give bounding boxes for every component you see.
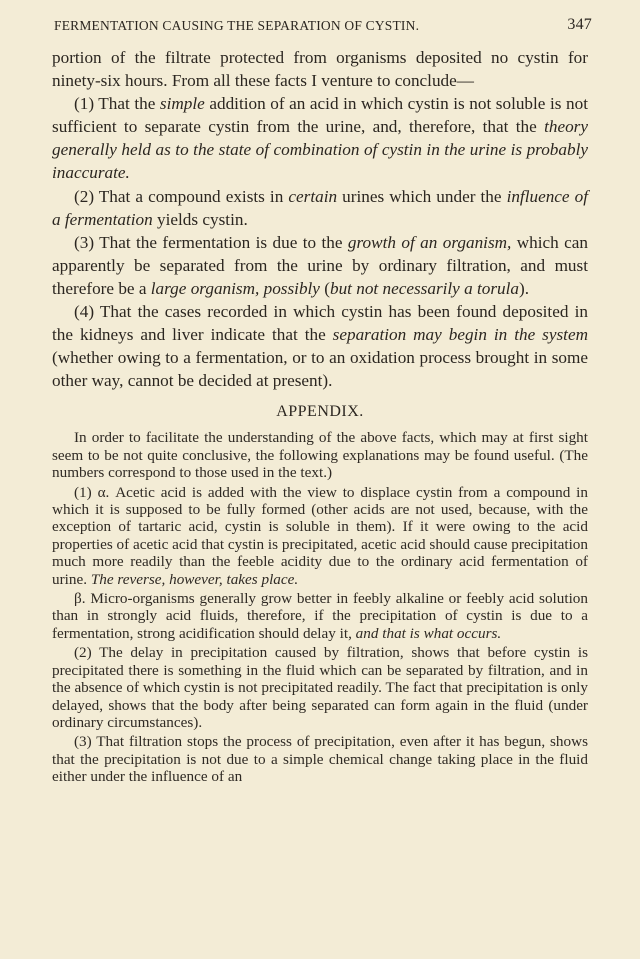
text-run: (2) That a compound exists in [74,186,289,206]
appendix-note-1-beta [52,590,588,642]
conclusion-4 [52,300,588,392]
appendix-note-3: (3) That filtration stops the process of precipitation, even after it has begun, shows that the precipitation is not due to a simple chemical change taking place in the fluid either under the influence of an [52,733,588,786]
italic-run: theory generally held as to the state of combination of cystin in the urine is probably inaccurate. [52,117,588,183]
appendix-heading: APPENDIX. [276,403,364,421]
paragraph-continuation: portion of the filtrate protected from organisms deposited no cystin for ninety-six hours. From all these facts I venture to conclude— [52,48,588,91]
appendix-intro: In order to facilitate the understanding of the above facts, which may at first sight seem to be not quite conclusive, the following explanations may be found useful. (The numbers correspond to those used in the text.) [52,429,588,482]
appendix-text [52,429,588,785]
running-title: FERMENTATION CAUSING THE SEPARATION OF CYSTIN. [54,18,420,33]
italic-run: The reverse, however, takes place. [90,570,299,588]
text-run: which can apparently be separated from the urine by ordinary filtration, and must therefore be a [52,232,589,298]
appendix-note-2: (2) The delay in precipitation caused by filtration, shows that before cystin is precipitated there is something in the fluid which can be separated by filtration, and in the absence of which cystin is not precipitated readily. The fact that precipitation is only delayed, shows that the body after being separated can form again in the fluid (under ordinary circumstances). [52,644,588,731]
text-run: β. Micro-organisms generally grow better in feebly alkaline or feebly acid solution than in strongly acid fluids, therefore, if the precipitation of cystin is due to a fermentation, strong acidification should delay it, [52,590,588,642]
text-run: addition of an acid in which cystin is not soluble is not sufficient to separate cystin from the urine, and, therefore, that the [52,94,588,137]
conclusion-3 [52,231,588,300]
text-run: (whether owing to a fermentation, or to an oxidation process brought in some other way, cannot be decided at present). [52,348,588,391]
conclusion-2 [52,185,588,231]
running-header [52,14,592,40]
italic-run: influence of a fermentation [52,186,588,229]
text-run: yields cystin. [152,209,248,229]
italic-run: separation may begin in the system [332,325,588,345]
main-text [52,46,588,392]
text-run: ). [519,278,530,298]
italic-run: but not necessarily a torula [329,278,520,298]
conclusion-1 [52,92,588,184]
text-run: urines which under the [337,186,507,206]
italic-run: growth of an organism, [347,232,512,252]
page-number: 347 [567,16,592,33]
italic-run: certain [288,186,338,206]
italic-run: simple [159,94,205,114]
text-run: (1) That the [74,94,160,114]
text-run: (3) That the fermentation is due to the [74,232,348,252]
text-run: (1) α. Acetic acid is added with the view to displace cystin from a compound in which it is supposed to be fully formed (other acids are not used, because, with the exception of tartaric acid, cystin is soluble in them). If it were owing to the acid properties of acetic acid that cystin is precipitated, acetic acid should cause precipitation much more readily than the feeble acidity due to the ordinary acid fermentation of urine. [52,483,588,588]
text-run: (4) That the cases recorded in which cystin has been found deposited in the kidneys and liver indicate that the [52,302,588,345]
text-run: ( [319,278,330,298]
italic-run: large organism, possibly [150,278,320,298]
appendix-note-1-alpha [52,484,588,588]
italic-run: and that is what occurs. [355,624,502,642]
